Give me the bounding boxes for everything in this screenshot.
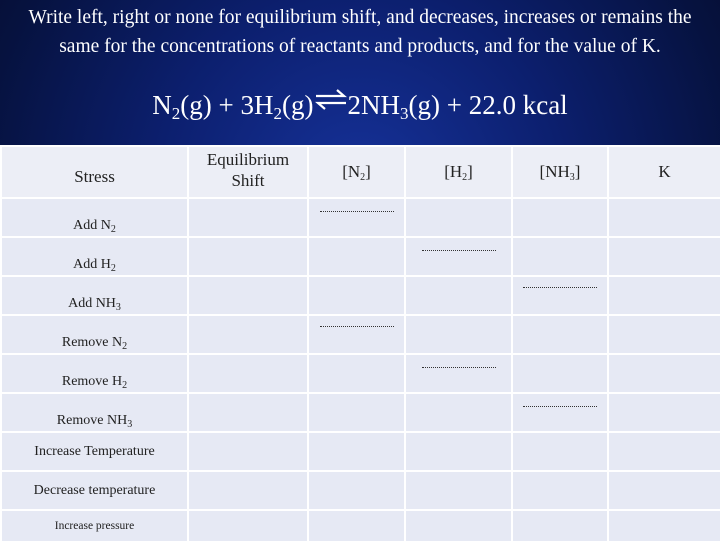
stress-label: Add $N_2$ — [1, 198, 188, 237]
nh3-cell[interactable] — [512, 393, 608, 432]
n2-cell[interactable] — [308, 276, 405, 315]
nh3-cell[interactable] — [512, 510, 608, 542]
table-row — [1, 198, 720, 237]
n2-cell[interactable] — [308, 510, 405, 542]
header-stress: Stress — [1, 146, 188, 198]
header-equilibrium-shift: Equilibrium Shift — [188, 146, 308, 198]
n2-cell[interactable] — [308, 354, 405, 393]
h2-cell[interactable] — [405, 237, 512, 276]
shift-cell[interactable] — [188, 393, 308, 432]
table-row — [1, 393, 720, 432]
stress-label: Remove $N_2$ — [1, 315, 188, 354]
k-cell[interactable] — [608, 315, 720, 354]
table-row — [1, 471, 720, 510]
table-row — [1, 510, 720, 542]
k-cell[interactable] — [608, 510, 720, 542]
k-cell[interactable] — [608, 432, 720, 471]
eq-product: 2NH — [347, 90, 400, 120]
answer-blank[interactable] — [320, 326, 394, 327]
equilibrium-table — [0, 145, 720, 543]
answer-blank[interactable] — [320, 211, 394, 212]
shift-cell[interactable] — [188, 315, 308, 354]
h2-cell[interactable] — [405, 354, 512, 393]
instructions-text: Write left, right or none for equilibrium shift, and decreases, increases or remains the same for the concentrations of reactants and products, and for the value of K. — [28, 7, 692, 57]
h2-cell[interactable] — [405, 471, 512, 510]
n2-cell[interactable] — [308, 471, 405, 510]
answer-blank[interactable] — [422, 367, 496, 368]
header-n2: $[N_2]$ — [308, 146, 405, 198]
table-row — [1, 432, 720, 471]
answer-blank[interactable] — [523, 406, 597, 407]
nh3-cell[interactable] — [512, 315, 608, 354]
table-row — [1, 354, 720, 393]
h2-cell[interactable] — [405, 510, 512, 542]
k-cell[interactable] — [608, 198, 720, 237]
shift-cell[interactable] — [188, 237, 308, 276]
nh3-cell[interactable] — [512, 471, 608, 510]
answer-blank[interactable] — [523, 287, 597, 288]
k-cell[interactable] — [608, 354, 720, 393]
shift-cell[interactable] — [188, 510, 308, 542]
h2-cell[interactable] — [405, 432, 512, 471]
shift-cell[interactable] — [188, 432, 308, 471]
shift-cell[interactable] — [188, 471, 308, 510]
eq-reactant2-subscript: 2 — [273, 104, 283, 123]
eq-reactant1-subscript: 2 — [171, 104, 181, 123]
eq-reactant2-state: (g) — [282, 90, 314, 120]
table-row — [1, 315, 720, 354]
shift-cell[interactable] — [188, 276, 308, 315]
h2-cell[interactable] — [405, 315, 512, 354]
nh3-cell[interactable] — [512, 276, 608, 315]
equilibrium-arrows-icon — [314, 88, 348, 110]
k-cell[interactable] — [608, 471, 720, 510]
nh3-cell[interactable] — [512, 237, 608, 276]
stress-label: Increase pressure — [1, 510, 188, 542]
stress-label: Remove $H_2$ — [1, 354, 188, 393]
nh3-cell[interactable] — [512, 432, 608, 471]
answer-blank[interactable] — [422, 250, 496, 251]
header-h2: $[H_2]$ — [405, 146, 512, 198]
h2-cell[interactable] — [405, 393, 512, 432]
shift-cell[interactable] — [188, 198, 308, 237]
header-k: K — [608, 146, 720, 198]
nh3-cell[interactable] — [512, 198, 608, 237]
h2-cell[interactable] — [405, 276, 512, 315]
shift-cell[interactable] — [188, 354, 308, 393]
n2-cell[interactable] — [308, 237, 405, 276]
table-row — [1, 237, 720, 276]
n2-cell[interactable] — [308, 198, 405, 237]
eq-reactant1: N — [152, 90, 172, 120]
k-cell[interactable] — [608, 393, 720, 432]
stress-label: Increase Temperature — [1, 432, 188, 471]
header-nh3: $[NH_3]$ — [512, 146, 608, 198]
table-header-row — [1, 146, 720, 198]
h2-cell[interactable] — [405, 198, 512, 237]
eq-product-subscript: 3 — [400, 104, 409, 123]
stress-label: Decrease temperature — [1, 471, 188, 510]
n2-cell[interactable] — [308, 432, 405, 471]
n2-cell[interactable] — [308, 315, 405, 354]
k-cell[interactable] — [608, 237, 720, 276]
eq-reactant1-state: (g) + 3H — [180, 90, 274, 120]
reaction-equation — [0, 88, 720, 121]
nh3-cell[interactable] — [512, 354, 608, 393]
n2-cell[interactable] — [308, 393, 405, 432]
k-cell[interactable] — [608, 276, 720, 315]
stress-label: Add $H_2$ — [1, 237, 188, 276]
eq-product-rest: (g) + 22.0 kcal — [408, 90, 568, 120]
table-row — [1, 276, 720, 315]
stress-label: Add $NH_3$ — [1, 276, 188, 315]
stress-label: Remove $NH_3$ — [1, 393, 188, 432]
